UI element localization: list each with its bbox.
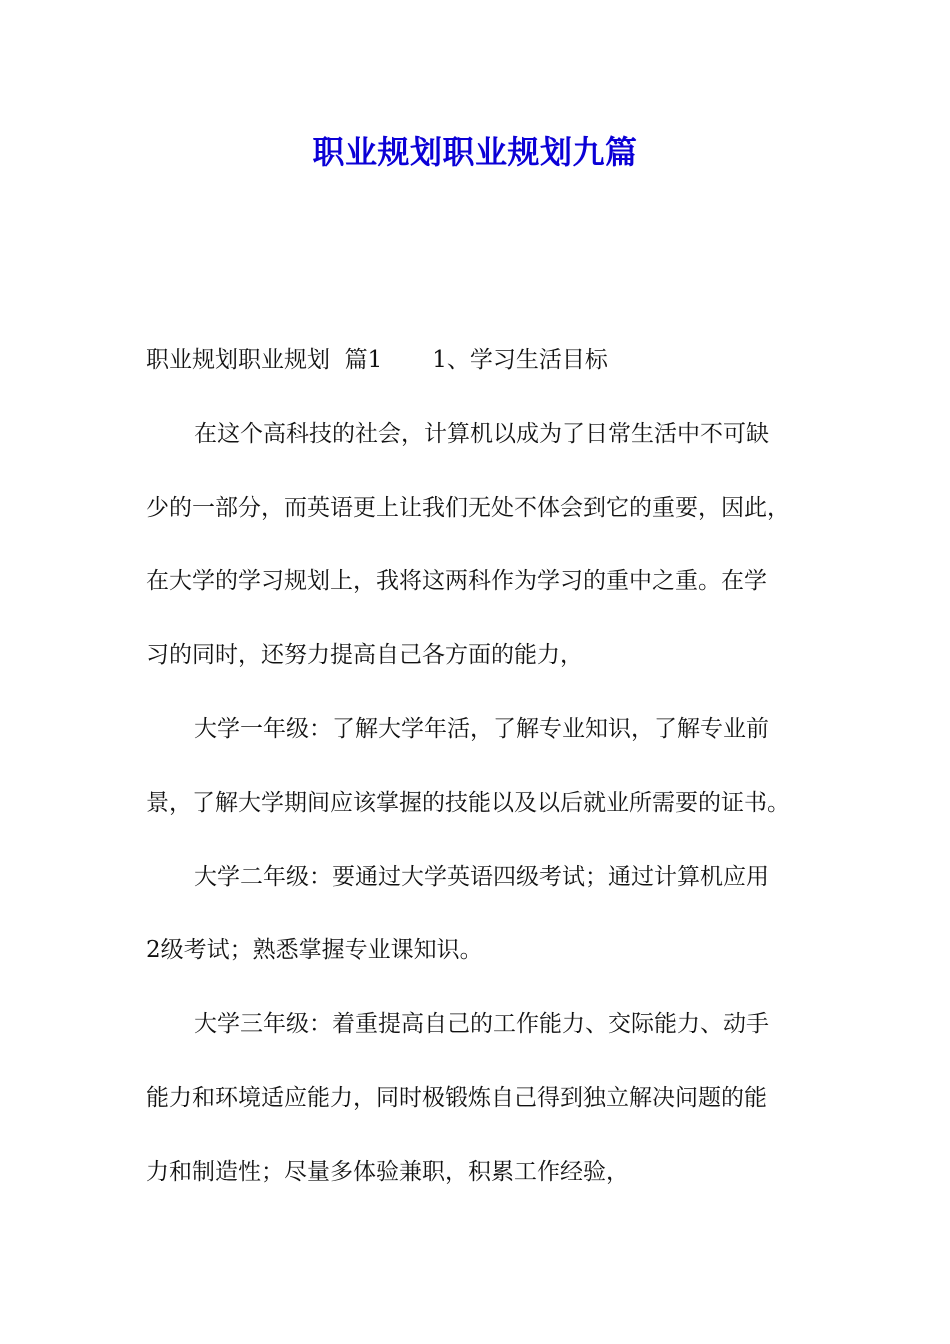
paragraph-line: 大学一年级：了解大学年活，了解专业知识，了解专业前 [194, 715, 769, 742]
paragraph-line: 习的同时，还努力提高自己各方面的能力， [146, 642, 583, 669]
paragraph-line: 在大学的学习规划上，我将这两科作为学习的重中之重。在学 [146, 568, 767, 595]
paragraph-line: 在这个高科技的社会，计算机以成为了日常生活中不可缺 [194, 420, 769, 447]
document-body [146, 338, 814, 1224]
paragraph-line: 2级考试；熟悉掌握专业课知识。 [146, 937, 483, 964]
paragraph-line: 能力和环境适应能力，同时极锻炼自己得到独立解决问题的能 [146, 1084, 767, 1111]
section-heading: 职业规划职业规划 篇1 [146, 347, 383, 373]
paragraph-line: 力和制造性；尽量多体验兼职，积累工作经验， [146, 1158, 629, 1185]
document-title: 职业规划职业规划九篇 [312, 133, 638, 171]
section-subheading: 1、学习生活目标 [432, 347, 608, 373]
paragraph-line: 大学二年级：要通过大学英语四级考试；通过计算机应用 [194, 863, 769, 890]
paragraph-line: 景，了解大学期间应该掌握的技能以及以后就业所需要的证书。 [146, 789, 790, 816]
paragraph-line: 大学三年级：着重提高自己的工作能力、交际能力、动手 [194, 1011, 769, 1038]
paragraph-line: 少的一部分，而英语更上让我们无处不体会到它的重要，因此， [146, 494, 790, 521]
section-heading-line [146, 338, 814, 412]
